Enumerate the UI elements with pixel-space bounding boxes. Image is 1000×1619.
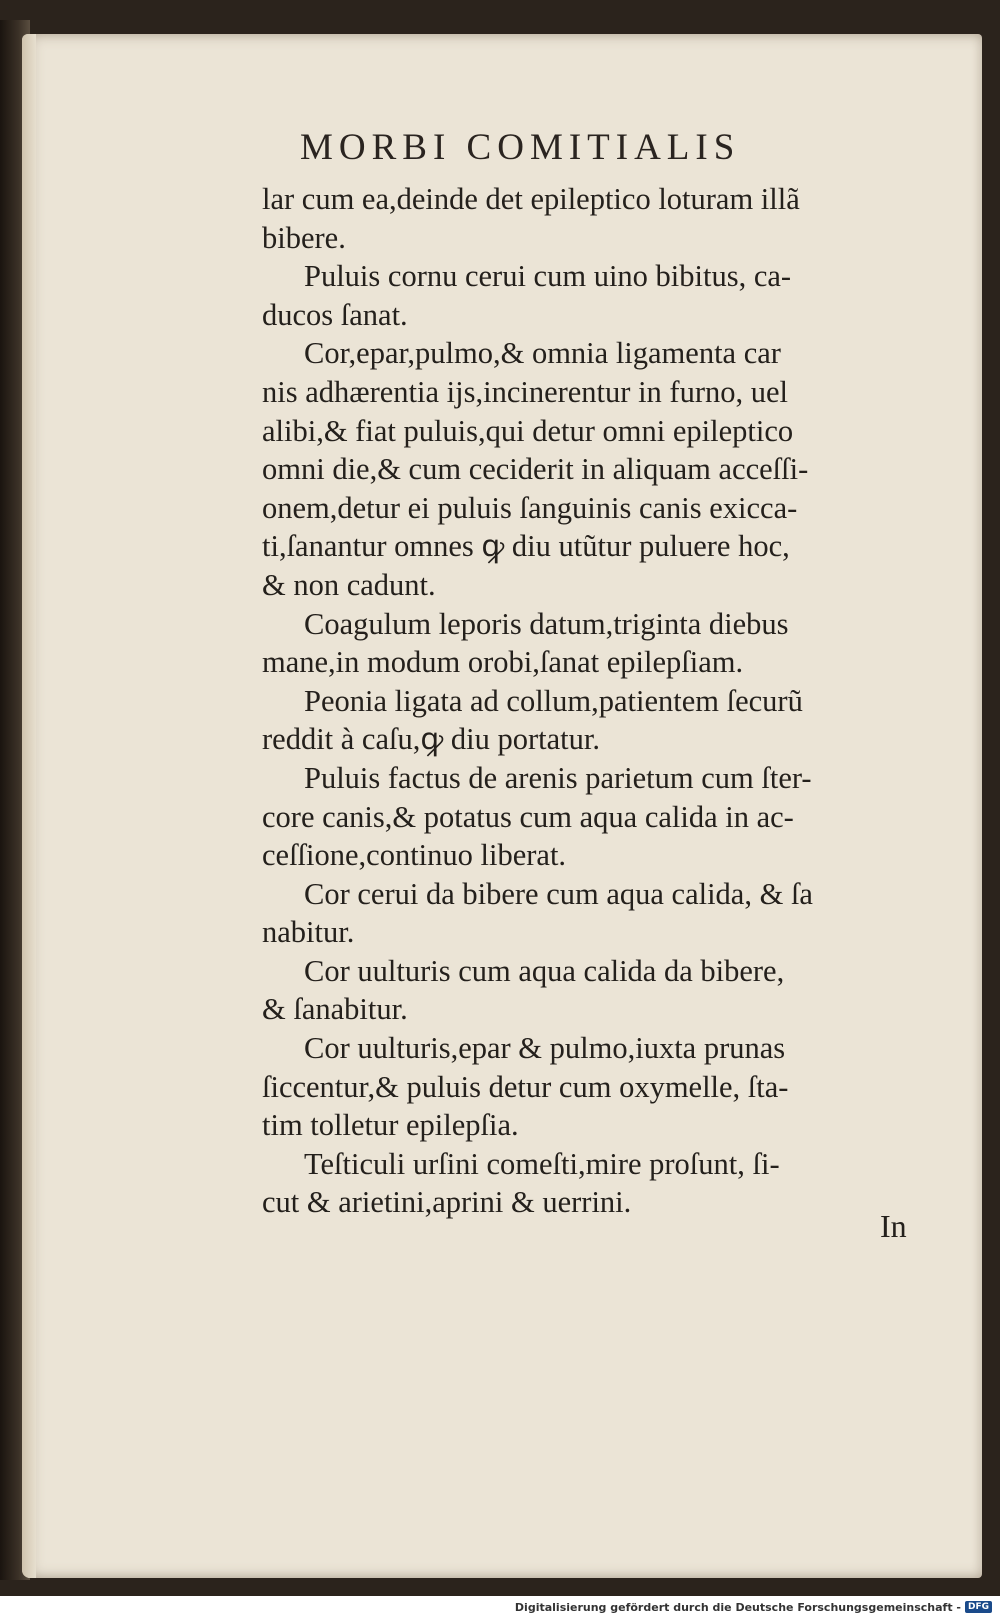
text-line: & ſanabitur. [262, 992, 408, 1027]
body-text [262, 180, 922, 1222]
text-line: reddit à caſu,ꝙ diu portatur. [262, 722, 600, 757]
page-gutter-edge [22, 34, 36, 1578]
text-line: ducos ſanat. [262, 297, 408, 332]
text-line: lar cum ea,deinde det epileptico loturam illã [262, 182, 800, 216]
catchword: In [880, 1208, 907, 1244]
text-line: Puluis cornu cerui cum uino bibitus, ca- [304, 259, 792, 294]
text-line: omni die,& cum ceciderit in aliquam acceſſi- [262, 452, 809, 487]
text-line: cut & arietini,aprini & uerrini. [262, 1185, 632, 1220]
dfg-logo-icon: DFG [965, 1601, 992, 1613]
footer-credit-bar [515, 1599, 992, 1615]
text-line: ſiccentur,& puluis detur cum oxymelle, ſta- [262, 1069, 789, 1104]
text-line: Cor cerui da bibere cum aqua calida, & ſa [304, 876, 813, 911]
text-line: Cor uulturis,epar & pulmo,iuxta prunas [304, 1031, 786, 1066]
text-line: mane,in modum orobi,ſanat epilepſiam. [262, 645, 744, 680]
footer-credit-text: Digitalisierung gefördert durch die Deutsche Forschungsgemeinschaft - [514, 1600, 961, 1614]
text-line: tim tolletur epilepſia. [262, 1108, 519, 1143]
text-line: Coagulum leporis datum,triginta diebus [304, 606, 789, 641]
text-line: alibi,& fiat puluis,qui detur omni epileptico [262, 413, 794, 448]
text-line: Cor uulturis cum aqua calida da bibere, [304, 953, 785, 988]
text-line: bibere. [262, 220, 346, 255]
text-line: nis adhærentia ijs,incinerentur in furno, uel [262, 374, 788, 409]
text-line: nabitur. [262, 915, 355, 950]
text-line: ceſſione,continuo liberat. [262, 838, 567, 873]
text-line: Puluis factus de arenis parietum cum ſter- [304, 760, 812, 795]
text-line: Peonia ligata ad collum,patientem ſecurũ [304, 683, 803, 718]
text-line: onem,detur ei puluis ſanguinis canis exicca- [262, 490, 798, 525]
text-line: core canis,& potatus cum aqua calida in ac- [262, 799, 794, 834]
text-line: ti,ſanantur omnes ꝙ diu utũtur puluere hoc, [262, 529, 790, 564]
text-line: Cor,epar,pulmo,& omnia ligamenta car [304, 336, 781, 371]
text-line: Teſticuli urſini comeſti,mire proſunt, ſi- [304, 1146, 780, 1181]
running-head: MORBI COMITIALIS [300, 127, 741, 168]
text-line: & non cadunt. [262, 567, 436, 602]
